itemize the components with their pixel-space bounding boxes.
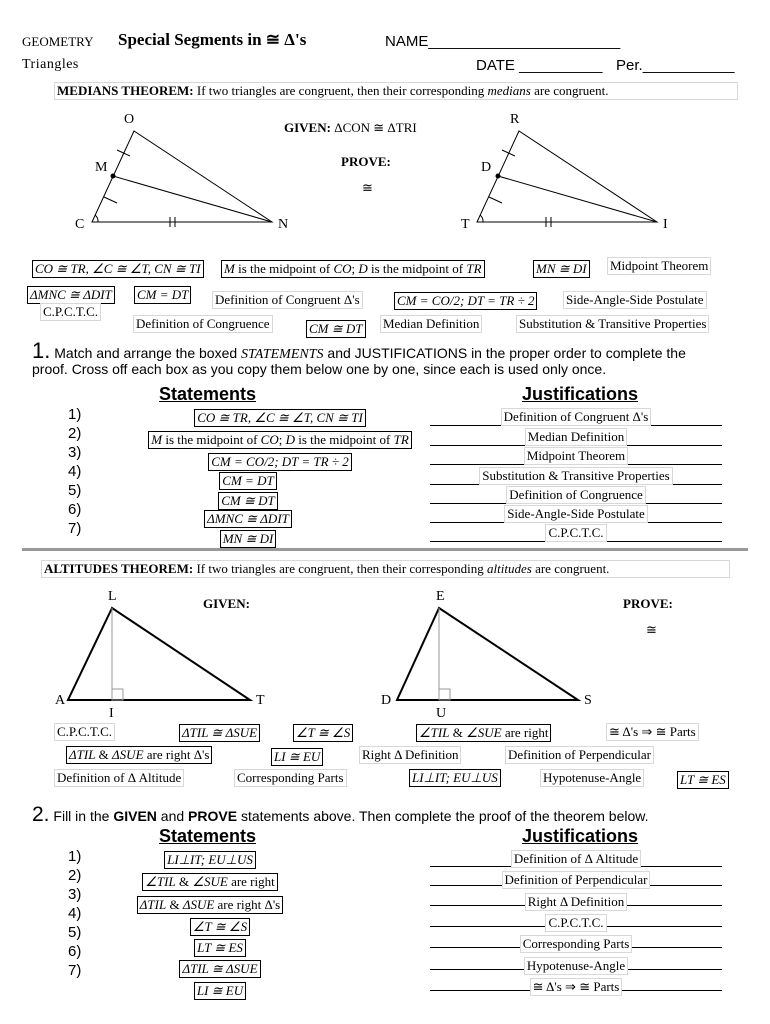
bank2-right-triangle-def[interactable]	[359, 746, 461, 764]
vertex-d: D	[481, 160, 492, 175]
bank1-d: D	[358, 261, 368, 276]
worksheet-subtitle: Triangles	[22, 57, 79, 72]
q2-statement-5-text: LT ≅ ES	[197, 940, 243, 955]
bank1-triangle-congruence-text: ΔMNC ≅ ΔDIT	[30, 287, 112, 302]
subject-label: GEOMETRY	[22, 34, 94, 49]
bank2-lt-es[interactable]	[677, 771, 729, 789]
bank2-def-perpendicular[interactable]	[505, 746, 654, 764]
altitudes-prove-label: PROVE:	[623, 596, 673, 611]
bank2-cpctc-text: C.P.C.T.C.	[57, 724, 113, 739]
triangle-sde	[397, 608, 578, 700]
medians-given-value: ΔCON ≅ ΔTRI	[334, 120, 417, 135]
q2-justification-6[interactable]: Hypotenuse-Angle	[524, 957, 628, 975]
bank2-right-triangle-def-text: Right Δ Definition	[362, 747, 459, 762]
q1-statement-6-text: ΔMNC ≅ ΔDIT	[207, 511, 289, 526]
q1-justification-2[interactable]: Median Definition	[525, 428, 627, 446]
q2-step-numbers: 1) 2) 3) 4) 5) 6) 7)	[68, 848, 82, 979]
q2-instructions: 2. Fill in the GIVEN and PROVE statements above. Then complete the proof of the theorem below.	[32, 803, 649, 826]
bank1-cpctc-text: C.P.C.T.C.	[43, 304, 99, 319]
bank1-tr: $\overline{TR}$	[466, 261, 482, 276]
altitudes-prove-value[interactable]: ≅	[646, 622, 657, 637]
bank1-midpoint-theorem-text: Midpoint Theorem	[610, 258, 709, 273]
bank1-median-definition-text: Median Definition	[383, 316, 480, 331]
q2-justification-4[interactable]: C.P.C.T.C.	[545, 914, 606, 932]
q2-statement-7-text: LI ≅ EU	[196, 983, 244, 998]
q2-justification-3[interactable]: Right Δ Definition	[525, 893, 627, 911]
medians-theorem-head: MEDIANS THEOREM:	[57, 83, 194, 98]
bank1-sas-text: Side-Angle-Side Postulate	[566, 292, 704, 307]
q1-step-numbers: 1) 2) 3) 4) 5) 6) 7)	[68, 406, 82, 537]
bank2-lt-es-text: LT ≅ ES	[680, 772, 726, 787]
vertex-e: E	[436, 589, 445, 604]
vertex-d-alt: D	[381, 693, 392, 708]
q2-statement-3[interactable]: ΔTIL & ΔSUE are right Δ's	[137, 896, 283, 914]
q1-justification-7[interactable]: C.P.C.T.C.	[545, 524, 606, 542]
bank2-hypotenuse-angle[interactable]	[540, 769, 644, 787]
bank2-right-angles[interactable]: ∠TIL & ∠SUE are right	[416, 724, 551, 742]
q1-statement-7-text: MN ≅ DI	[222, 531, 274, 546]
q1-instr-em: STATEMENTS	[241, 347, 324, 362]
vertex-t-alt: T	[256, 693, 265, 708]
q2-statement-7[interactable]	[194, 982, 246, 1000]
bank1-def-congruence-text: Definition of Congruence	[136, 316, 270, 331]
bank1-cm-cong-dt-text: CM ≅ DT	[309, 321, 363, 336]
q1-instr-b: and JUSTIFICATIONS in the proper order to complete the	[327, 345, 686, 361]
bank2-def-perpendicular-text: Definition of Perpendicular	[508, 747, 651, 762]
bank2-right-triangles[interactable]: ΔTIL & ΔSUE are right Δ's	[66, 746, 212, 764]
vertex-u: U	[436, 706, 447, 721]
vertex-a: A	[55, 693, 66, 708]
medians-given-label: GIVEN:	[284, 120, 331, 135]
q2-statement-5[interactable]	[194, 939, 246, 957]
q1-statement-5-text: CM ≅ DT	[221, 493, 275, 508]
q1-justifications-header: Justifications	[522, 384, 639, 404]
bank1-midpoint-text-a: is the midpoint of	[238, 261, 331, 276]
bank2-def-altitude[interactable]	[54, 769, 184, 787]
q2-justification-5[interactable]: Corresponding Parts	[520, 935, 633, 953]
q2-statement-1[interactable]	[164, 851, 256, 869]
medians-theorem-em: medians	[487, 83, 531, 98]
bank1-def-congruent-triangles-text: Definition of Congruent Δ's	[215, 292, 360, 307]
bank1-given-text: CO ≅ TR, ∠C ≅ ∠T, CN ≅ TI	[35, 261, 201, 276]
bank2-angles-t-s-text: ∠T ≅ ∠S	[296, 725, 351, 740]
q1-number: 1.	[32, 338, 51, 363]
q1-justification-5[interactable]: Definition of Congruence	[506, 486, 646, 504]
vertex-t: T	[461, 217, 470, 232]
q1-statement-3-text: CM = CO/2; DT = TR ÷ 2	[211, 454, 349, 469]
medians-theorem-text: If two triangles are congruent, then their corresponding	[196, 83, 485, 98]
name-label: NAME	[385, 33, 429, 50]
q1-statements-header: Statements	[159, 384, 257, 404]
vertex-r: R	[510, 112, 520, 127]
bank2-congruent-parts-text: ≅ Δ's ⇒ ≅ Parts	[609, 724, 696, 739]
bank1-cm-eq-dt-text: CM = DT	[137, 287, 189, 302]
bank1-co: $\overline{CO}$	[333, 261, 352, 276]
q2-justification-1[interactable]: Definition of Δ Altitude	[511, 850, 641, 868]
q1-justification-4[interactable]: Substitution & Transitive Properties	[479, 467, 672, 485]
bank2-triangle-congruence-text: ΔTIL ≅ ΔSUE	[182, 725, 258, 740]
vertex-m: M	[95, 160, 108, 175]
q1-statement-4-text: CM = DT	[222, 473, 274, 488]
q1-justification-6[interactable]: Side-Angle-Side Postulate	[504, 505, 648, 523]
altitudes-theorem-tail: are congruent.	[535, 561, 610, 576]
bank2-corresponding-parts[interactable]	[234, 769, 347, 787]
q1-statement-2[interactable]: M is the midpoint of $\overline{CO}$; D is the midpoint of $\overline{TR}$	[148, 431, 412, 449]
bank1-substitution-text: Substitution & Transitive Properties	[519, 316, 707, 331]
altitudes-given-label[interactable]: GIVEN:	[203, 596, 250, 611]
q2-justification-2[interactable]: Definition of Perpendicular	[502, 871, 651, 889]
date-label: DATE	[476, 57, 515, 74]
q2-statements-header: Statements	[159, 826, 257, 846]
vertex-i-alt: I	[109, 706, 114, 721]
q2-statement-6-text: ΔTIL ≅ ΔSUE	[182, 961, 258, 976]
name-line: _______________________	[428, 33, 621, 50]
bank2-triangle-congruence[interactable]	[179, 724, 260, 742]
medians-prove-label: PROVE:	[341, 154, 391, 169]
vertex-o: O	[124, 112, 135, 127]
q2-statement-1-text: LI⊥IT; EU⊥US	[167, 852, 253, 867]
altitudes-theorem-text: If two triangles are congruent, then their corresponding	[196, 561, 484, 576]
date-line: __________	[519, 57, 603, 74]
medians-theorem-tail: are congruent.	[534, 83, 609, 98]
bank1-mn-di-text: MN ≅ DI	[536, 261, 587, 276]
bank1-cm-halves-text: CM = CO/2; DT = TR ÷ 2	[397, 293, 535, 308]
triangle-tal	[68, 608, 250, 700]
bank2-li-eu[interactable]	[271, 748, 323, 766]
bank1-midpoint-text-b: is the midpoint of	[371, 261, 464, 276]
q1-justification-3[interactable]: Midpoint Theorem	[524, 447, 628, 465]
vertex-s: S	[584, 693, 592, 708]
bank2-perpendiculars[interactable]	[409, 769, 501, 787]
bank2-perpendiculars-text: LI⊥IT; EU⊥US	[412, 770, 498, 785]
medians-prove-value[interactable]: ≅	[362, 180, 373, 195]
altitudes-theorem-head: ALTITUDES THEOREM:	[44, 561, 194, 576]
q1-statement-1-text: CO ≅ TR, ∠C ≅ ∠T, CN ≅ TI	[197, 410, 363, 425]
q2-number: 2.	[32, 803, 50, 826]
vertex-l: L	[108, 589, 117, 604]
bank2-def-altitude-text: Definition of Δ Altitude	[57, 770, 182, 785]
q2-statement-2[interactable]: ∠TIL & ∠SUE are right	[142, 873, 277, 891]
q1-instructions-2: proof. Cross off each box as you copy them below one by one, since each is used only once.	[32, 361, 607, 377]
period-line: ___________	[642, 57, 735, 74]
bank2-angles-t-s[interactable]	[293, 724, 353, 742]
altitudes-theorem-em: altitudes	[487, 561, 532, 576]
q2-statement-4[interactable]	[190, 918, 250, 936]
bank1-m: M	[224, 261, 235, 276]
q2-justifications-header: Justifications	[522, 826, 639, 846]
bank2-congruent-parts[interactable]	[606, 723, 699, 741]
q1-instr-a: Match and arrange the boxed	[54, 345, 238, 361]
bank2-hypotenuse-angle-text: Hypotenuse-Angle	[543, 770, 642, 785]
worksheet-title: Special Segments in ≅ Δ's	[118, 30, 307, 49]
vertex-c: C	[75, 217, 85, 232]
vertex-n: N	[278, 217, 289, 232]
vertex-i: I	[663, 217, 668, 232]
q2-justification-7[interactable]: ≅ Δ's ⇒ ≅ Parts	[530, 978, 623, 996]
bank1-midpoints[interactable]: M is the midpoint of $\overline{CO}$; D is the midpoint of $\overline{TR}$	[221, 260, 485, 278]
bank2-cpctc[interactable]	[54, 723, 115, 741]
period-label: Per.	[616, 57, 643, 74]
q2-statement-6[interactable]	[179, 960, 260, 978]
bank2-li-eu-text: LI ≅ EU	[274, 749, 321, 764]
q1-justification-1[interactable]: Definition of Congruent Δ's	[501, 408, 652, 426]
bank2-corresponding-parts-text: Corresponding Parts	[237, 770, 344, 785]
q2-statement-4-text: ∠T ≅ ∠S	[192, 919, 248, 934]
